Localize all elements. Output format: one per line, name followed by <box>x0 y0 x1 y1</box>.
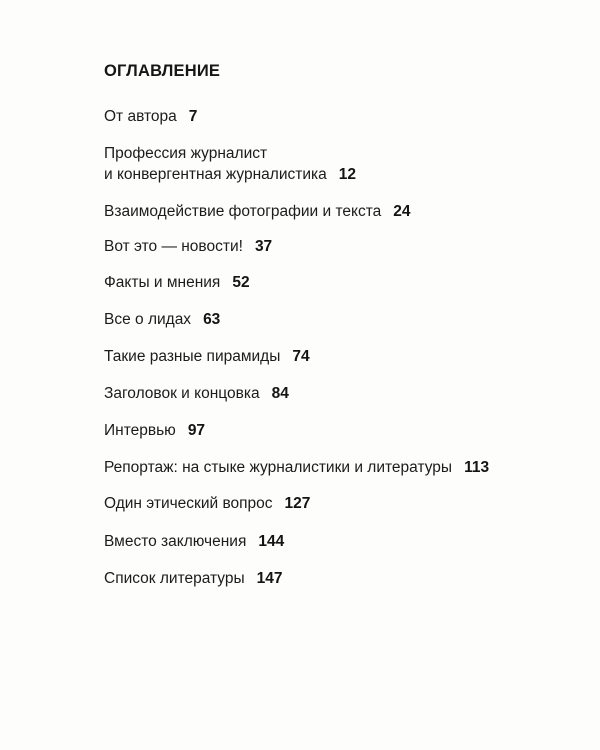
toc-entry-9 <box>104 420 205 441</box>
toc-entry-title-continued: и конвергентная журналистика <box>104 166 327 183</box>
toc-entry-title: Заголовок и концовка <box>104 385 260 402</box>
toc-entry-title: Все о лидах <box>104 311 192 328</box>
toc-entry-4 <box>104 236 272 257</box>
toc-entry-page: 97 <box>187 422 206 439</box>
toc-entry-title: Вот это — новости! <box>104 238 243 255</box>
toc-entry-title: Один этический вопрос <box>104 495 273 512</box>
toc-entry-page: 74 <box>292 348 310 365</box>
toc-entry-page: 12 <box>338 166 356 183</box>
toc-entry-page: 113 <box>464 459 490 476</box>
toc-entry-title: Интервью <box>104 422 176 439</box>
toc-entry-page: 127 <box>284 495 311 512</box>
toc-entry-title: Профессия журналист <box>104 145 268 162</box>
toc-entry-7 <box>104 346 310 367</box>
toc-entry-title: Вместо заключения <box>104 533 247 550</box>
toc-entry-title: Факты и мнения <box>104 274 221 291</box>
toc-entry-2 <box>104 143 356 185</box>
toc-entry-10 <box>104 457 489 478</box>
toc-entry-title: Взаимодействие фотографии и текста <box>104 203 382 220</box>
toc-entry-page: 52 <box>232 274 250 291</box>
toc-entry-page: 84 <box>271 385 289 402</box>
toc-entry-8 <box>104 383 289 404</box>
toc-entry-page: 63 <box>203 311 221 328</box>
toc-entry-12 <box>104 531 284 552</box>
toc-entry-11 <box>104 493 310 514</box>
toc-entry-title: Репортаж: на стыке журналистики и литературы <box>104 459 453 476</box>
toc-title: ОГЛАВЛЕНИЕ <box>104 62 221 80</box>
toc-entry-page: 7 <box>188 108 198 125</box>
toc-entry-page: 24 <box>393 203 411 220</box>
toc-entry-13 <box>104 568 283 589</box>
toc-entry-title: Список литературы <box>104 570 245 587</box>
toc-entry-5 <box>104 272 250 293</box>
toc-entry-1 <box>104 106 197 127</box>
toc-entry-page: 144 <box>258 533 285 550</box>
toc-entry-title: Такие разные пирамиды <box>104 348 281 365</box>
toc-entry-title: От автора <box>104 108 177 125</box>
toc-entry-page: 37 <box>254 238 273 255</box>
toc-entry-3 <box>104 201 411 222</box>
toc-entry-6 <box>104 309 220 330</box>
toc-entry-page: 147 <box>256 570 283 587</box>
